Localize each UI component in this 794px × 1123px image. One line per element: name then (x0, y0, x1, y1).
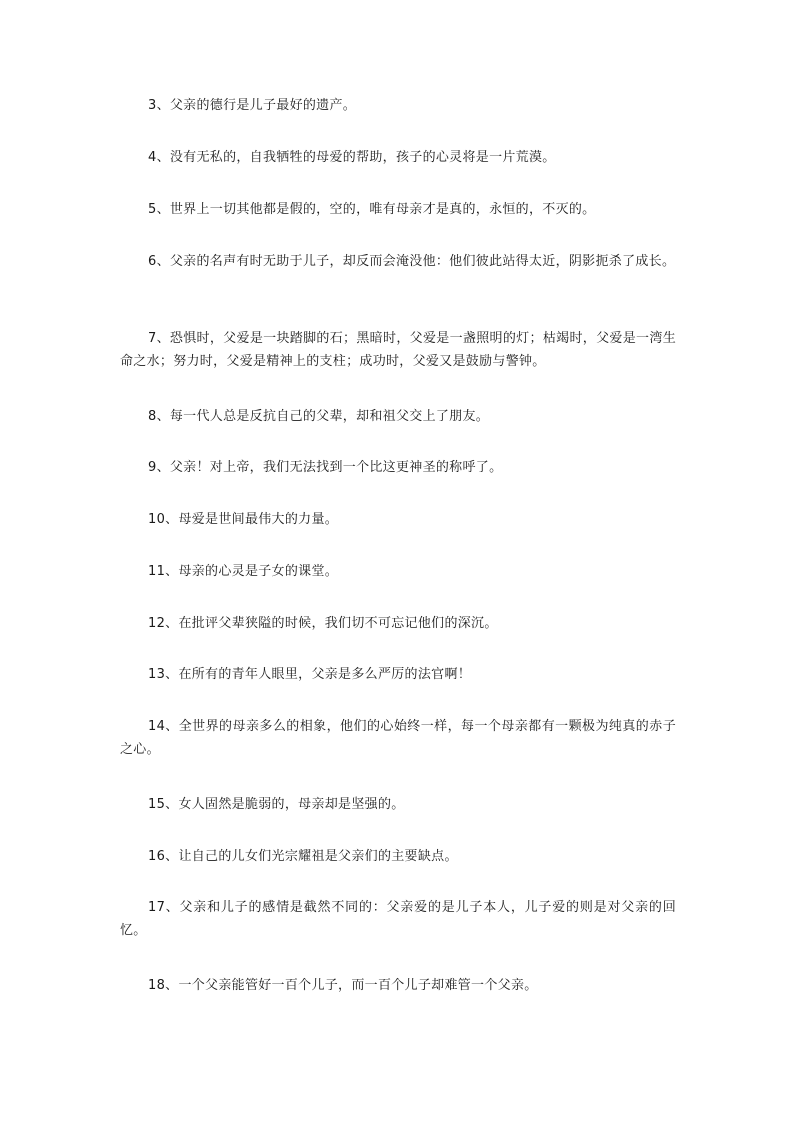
quote-item-5: 5、世界上一切其他都是假的，空的，唯有母亲才是真的，永恒的，不灭的。 (148, 202, 596, 217)
quote-item-16: 16、让自己的儿女们光宗耀祖是父亲们的主要缺点。 (148, 849, 458, 864)
quote-item-15: 15、女人固然是脆弱的，母亲却是坚强的。 (148, 797, 405, 812)
quote-item-4: 4、没有无私的，自我牺牲的母爱的帮助，孩子的心灵将是一片荒漠。 (148, 150, 556, 165)
quote-item-9: 9、父亲！对上帝，我们无法找到一个比这更神圣的称呼了。 (148, 460, 503, 475)
quote-item-17: 17、父亲和儿子的感情是截然不同的：父亲爱的是儿子本人，儿子爱的则是对父亲的回忆。 (120, 900, 676, 938)
quote-item-10: 10、母爱是世间最伟大的力量。 (148, 512, 339, 527)
quote-item-13: 13、在所有的青年人眼里，父亲是多么严厉的法官啊！ (148, 667, 472, 682)
quote-item-8: 8、每一代人总是反抗自己的父辈，却和祖父交上了朋友。 (148, 409, 490, 424)
quote-item-18: 18、一个父亲能管好一百个儿子，而一百个儿子却难管一个父亲。 (148, 978, 538, 993)
quote-item-6: 6、父亲的名声有时无助于儿子，却反而会淹没他：他们彼此站得太近，阴影扼杀了成长。 (148, 254, 676, 269)
quote-item-3: 3、父亲的德行是儿子最好的遗产。 (148, 98, 357, 113)
quote-item-14: 14、全世界的母亲多么的相象，他们的心始终一样，每一个母亲都有一颗极为纯真的赤子之心。 (120, 719, 676, 757)
quote-item-7: 7、恐惧时，父爱是一块踏脚的石；黑暗时，父爱是一盏照明的灯；枯竭时，父爱是一湾生命之水；努力时，父爱是精神上的支柱；成功时，父爱又是鼓励与警钟。 (120, 331, 676, 369)
quote-item-12: 12、在批评父辈狭隘的时候，我们切不可忘记他们的深沉。 (148, 616, 498, 631)
quote-item-11: 11、母亲的心灵是子女的课堂。 (148, 564, 339, 579)
